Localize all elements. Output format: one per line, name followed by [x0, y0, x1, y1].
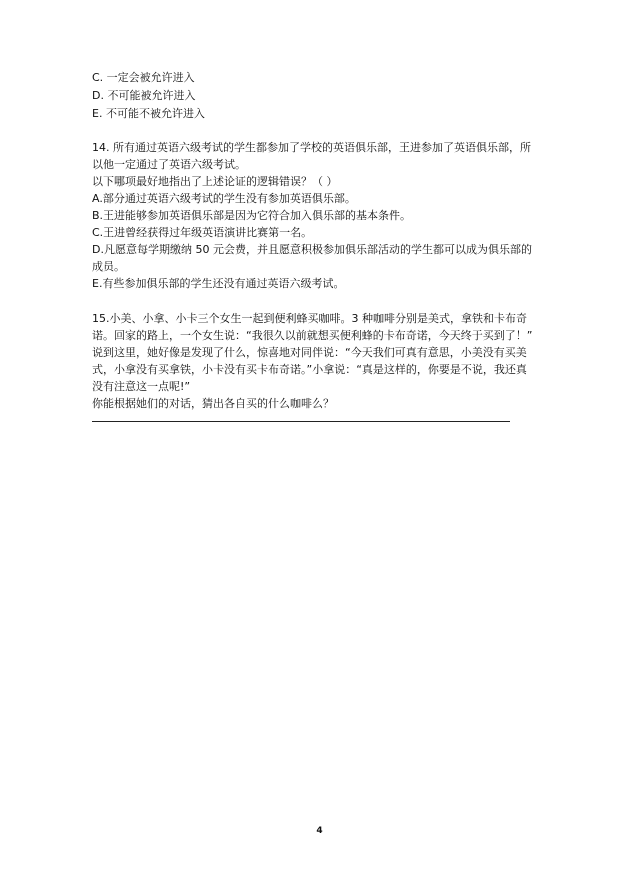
q15-line-4: 式，小拿没有买拿铁，小卡没有买卡布奇诺。”小拿说：“真是这样的，你要是不说，我还真 — [92, 363, 527, 376]
q15-line-3: 说到这里，她好像是发现了什么，惊喜地对同伴说：“今天我们可真有意思，小美没有买美 — [92, 346, 527, 359]
q15-question: 你能根据她们的对话，猜出各自买的什么咖啡么？ — [92, 397, 334, 410]
answer-line — [92, 421, 510, 422]
page-number: 4 — [316, 826, 323, 836]
q15-line-5: 没有注意这一点呢!” — [92, 380, 191, 393]
q14-stem-line-2: 以他一定通过了英语六级考试。 — [92, 158, 246, 171]
q13-option-e: E. 不可能不被允许进入 — [92, 107, 205, 120]
q13-option-c: C. 一定会被允许进入 — [92, 71, 195, 84]
q14-option-d-line-2: 成员。 — [92, 260, 125, 273]
q15-line-2: 诺。回家的路上，一个女生说：“我很久以前就想买便利蜂的卡布奇诺，今天终于买到了！” — [92, 329, 533, 342]
q14-option-b: B.王进能够参加英语俱乐部是因为它符合加入俱乐部的基本条件。 — [92, 209, 412, 222]
q14-stem-line-1: 14. 所有通过英语六级考试的学生都参加了学校的英语俱乐部，王进参加了英语俱乐部，所 — [92, 141, 531, 154]
q14-option-d-line-1: D.凡愿意每学期缴纳 50 元会费，并且愿意积极参加俱乐部活动的学生都可以成为俱乐部的 — [92, 243, 532, 256]
q15-line-1: 15.小美、小拿、小卡三个女生一起到便利蜂买咖啡。3 种咖啡分别是美式，拿铁和卡布奇 — [92, 312, 527, 325]
q14-question: 以下哪项最好地指出了上述论证的逻辑错误？（ ） — [92, 175, 338, 188]
q14-option-c: C.王进曾经获得过年级英语演讲比赛第一名。 — [92, 226, 313, 239]
q14-option-e: E.有些参加俱乐部的学生还没有通过英语六级考试。 — [92, 277, 345, 290]
q13-option-d: D. 不可能被允许进入 — [92, 89, 196, 102]
q14-option-a: A.部分通过英语六级考试的学生没有参加英语俱乐部。 — [92, 192, 356, 205]
